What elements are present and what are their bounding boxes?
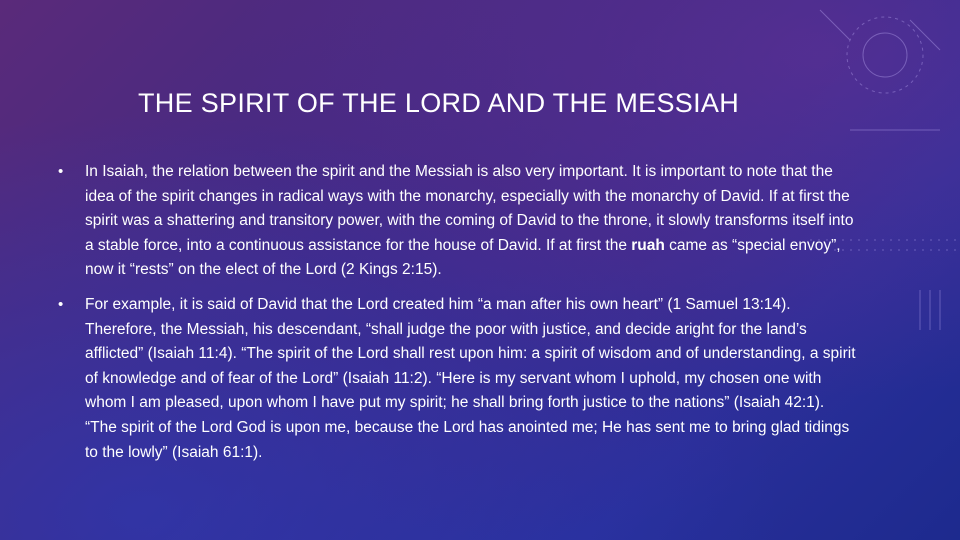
bullet-marker: • [58, 295, 64, 313]
slide-title: THE SPIRIT OF THE LORD AND THE MESSIAH [138, 88, 740, 118]
bullet-item [56, 160, 856, 283]
bullet-text: For example, it is said of David that the Lord created him “a man after his own heart” (1 Samuel 13:14). Therefore, the Messiah, his descendant, “shall judge the poor with justice, and decide aright for the land’s afflicted” (Isaiah 11:4). “The spirit of the Lord shall rest upon him: a spirit of wisdom and of understanding, a spirit of knowledge and of fear of the Lord” (Isaiah 11:2). “Here is my servant whom I uphold, my chosen one with whom I am pleased, upon whom I have put my spirit; he shall bring forth justice to the nations” (Isaiah 42:1). “The spirit of the Lord God is upon me, because the Lord has anointed me; He has sent me to bring glad tidings to the lowly” (Isaiah 61:1). [85, 295, 856, 461]
slide-content [56, 160, 856, 475]
bullet-item [56, 293, 856, 465]
bullet-text-bold: ruah [631, 236, 665, 254]
bullet-text: In Isaiah, the relation between the spirit and the Messiah is also very important. It is important to note that the idea of the spirit changes in radical ways with the monarchy, especially with the monarchy of David. If at first the spirit was a shattering and transitory power, with the coming of David to the throne, it slowly transforms itself into a stable force, into a continuous assistance for the house of David. If at first the [85, 163, 854, 254]
bullet-text: came as “special envoy”, now it “rests” on the elect of the Lord (2 Kings 2:15). [85, 236, 841, 279]
bullet-marker: • [58, 163, 64, 180]
